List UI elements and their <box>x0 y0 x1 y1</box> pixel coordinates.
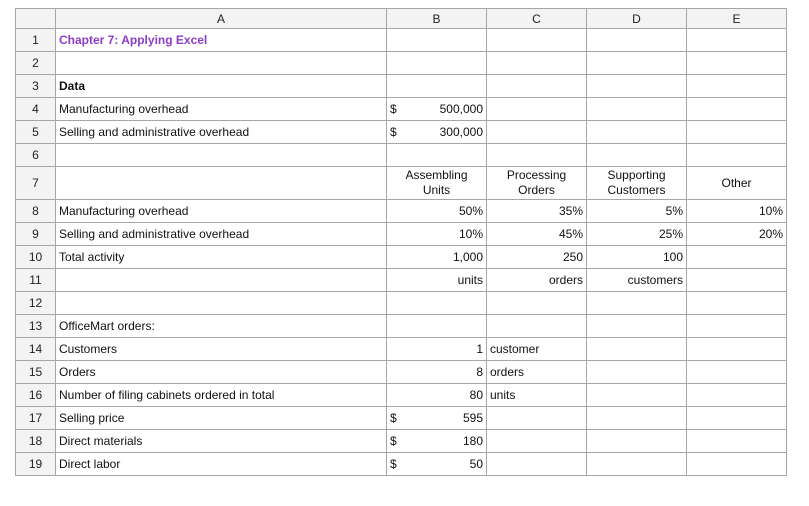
cell-d7-line2: Customers <box>607 183 666 197</box>
cell-e11[interactable] <box>687 269 787 292</box>
cell-a11[interactable] <box>56 269 387 292</box>
cell-c17[interactable] <box>487 407 587 430</box>
cell-c15[interactable]: orders <box>487 361 587 384</box>
cell-c11[interactable]: orders <box>487 269 587 292</box>
row-3 <box>16 75 787 98</box>
row-header-10[interactable]: 10 <box>16 246 56 269</box>
row-header-13[interactable]: 13 <box>16 315 56 338</box>
row-header-4[interactable]: 4 <box>16 98 56 121</box>
cell-a2[interactable] <box>56 52 387 75</box>
row-17 <box>16 407 787 430</box>
cell-c13[interactable] <box>487 315 587 338</box>
cell-c8[interactable]: 35% <box>487 200 587 223</box>
row-header-18[interactable]: 18 <box>16 430 56 453</box>
currency-symbol: $ <box>390 102 397 116</box>
row-4 <box>16 98 787 121</box>
select-all-corner[interactable] <box>16 9 56 29</box>
row-5 <box>16 121 787 144</box>
cell-e4[interactable] <box>687 98 787 121</box>
cell-a3[interactable]: Data <box>56 75 387 98</box>
row-10 <box>16 246 787 269</box>
cell-d6[interactable] <box>587 144 687 167</box>
cell-e10[interactable] <box>687 246 787 269</box>
cell-a17[interactable]: Selling price <box>56 407 387 430</box>
row-header-12[interactable]: 12 <box>16 292 56 315</box>
cell-e19[interactable] <box>687 453 787 476</box>
column-header-d[interactable]: D <box>587 9 687 29</box>
column-header-b[interactable]: B <box>387 9 487 29</box>
row-header-2[interactable]: 2 <box>16 52 56 75</box>
row-19 <box>16 453 787 476</box>
cell-e5[interactable] <box>687 121 787 144</box>
currency-symbol: $ <box>390 434 397 448</box>
row-header-14[interactable]: 14 <box>16 338 56 361</box>
cell-c2[interactable] <box>487 52 587 75</box>
cell-b5[interactable] <box>387 121 487 144</box>
column-header-c[interactable]: C <box>487 9 587 29</box>
cell-a16[interactable]: Number of filing cabinets ordered in total <box>56 384 387 407</box>
row-header-1[interactable]: 1 <box>16 29 56 52</box>
cell-e7[interactable]: Other <box>687 167 787 200</box>
row-8 <box>16 200 787 223</box>
cell-d4[interactable] <box>587 98 687 121</box>
cell-d9[interactable]: 25% <box>587 223 687 246</box>
cell-a12[interactable] <box>56 292 387 315</box>
cell-b9[interactable]: 10% <box>387 223 487 246</box>
row-header-8[interactable]: 8 <box>16 200 56 223</box>
cell-c7[interactable] <box>487 167 587 200</box>
cell-d2[interactable] <box>587 52 687 75</box>
row-header-17[interactable]: 17 <box>16 407 56 430</box>
cell-e2[interactable] <box>687 52 787 75</box>
cell-c9[interactable]: 45% <box>487 223 587 246</box>
cell-a9[interactable]: Selling and administrative overhead <box>56 223 387 246</box>
currency-symbol: $ <box>390 411 397 425</box>
cell-c7-line2: Orders <box>518 183 555 197</box>
cell-c7-line1: Processing <box>506 168 567 182</box>
cell-e16[interactable] <box>687 384 787 407</box>
row-header-9[interactable]: 9 <box>16 223 56 246</box>
currency-amount: 180 <box>462 434 483 448</box>
cell-b15[interactable]: 8 <box>387 361 487 384</box>
cell-e18[interactable] <box>687 430 787 453</box>
column-header-row <box>16 9 787 29</box>
cell-e8[interactable]: 10% <box>687 200 787 223</box>
cell-b13[interactable] <box>387 315 487 338</box>
cell-b12[interactable] <box>387 292 487 315</box>
cell-c1[interactable] <box>487 29 587 52</box>
cell-b3[interactable] <box>387 75 487 98</box>
column-header-e[interactable]: E <box>687 9 787 29</box>
cell-d19[interactable] <box>587 453 687 476</box>
row-11 <box>16 269 787 292</box>
row-13 <box>16 315 787 338</box>
cell-c19[interactable] <box>487 453 587 476</box>
currency-value <box>390 457 483 471</box>
currency-value <box>390 102 483 116</box>
cell-b7[interactable] <box>387 167 487 200</box>
currency-value <box>390 411 483 425</box>
row-18 <box>16 430 787 453</box>
cell-e12[interactable] <box>687 292 787 315</box>
row-header-11[interactable]: 11 <box>16 269 56 292</box>
cell-e14[interactable] <box>687 338 787 361</box>
currency-amount: 50 <box>469 457 483 471</box>
row-14 <box>16 338 787 361</box>
cell-a4[interactable]: Manufacturing overhead <box>56 98 387 121</box>
cell-e9[interactable]: 20% <box>687 223 787 246</box>
spreadsheet-grid <box>15 8 787 476</box>
spreadsheet <box>15 8 787 476</box>
cell-a15[interactable]: Orders <box>56 361 387 384</box>
cell-c3[interactable] <box>487 75 587 98</box>
cell-e1[interactable] <box>687 29 787 52</box>
cell-d12[interactable] <box>587 292 687 315</box>
row-header-7[interactable]: 7 <box>16 167 56 200</box>
cell-e15[interactable] <box>687 361 787 384</box>
cell-b4[interactable] <box>387 98 487 121</box>
cell-a10[interactable]: Total activity <box>56 246 387 269</box>
row-header-6[interactable]: 6 <box>16 144 56 167</box>
cell-d7-line1: Supporting <box>607 168 666 182</box>
cell-b6[interactable] <box>387 144 487 167</box>
row-header-3[interactable]: 3 <box>16 75 56 98</box>
currency-value <box>390 125 483 139</box>
cell-e17[interactable] <box>687 407 787 430</box>
cell-b8[interactable]: 50% <box>387 200 487 223</box>
cell-d18[interactable] <box>587 430 687 453</box>
cell-c14[interactable]: customer <box>487 338 587 361</box>
cell-b19[interactable] <box>387 453 487 476</box>
cell-c12[interactable] <box>487 292 587 315</box>
cell-d16[interactable] <box>587 384 687 407</box>
cell-a1[interactable]: Chapter 7: Applying Excel <box>56 29 387 52</box>
cell-b18[interactable] <box>387 430 487 453</box>
cell-b17[interactable] <box>387 407 487 430</box>
cell-c10[interactable]: 250 <box>487 246 587 269</box>
currency-amount: 500,000 <box>439 102 483 116</box>
cell-e6[interactable] <box>687 144 787 167</box>
currency-symbol: $ <box>390 125 397 139</box>
column-header-a[interactable]: A <box>56 9 387 29</box>
cell-d11[interactable]: customers <box>587 269 687 292</box>
cell-b11[interactable]: units <box>387 269 487 292</box>
cell-b2[interactable] <box>387 52 487 75</box>
cell-a8[interactable]: Manufacturing overhead <box>56 200 387 223</box>
row-2 <box>16 52 787 75</box>
cell-e13[interactable] <box>687 315 787 338</box>
cell-d13[interactable] <box>587 315 687 338</box>
cell-d1[interactable] <box>587 29 687 52</box>
cell-d8[interactable]: 5% <box>587 200 687 223</box>
cell-a13[interactable]: OfficeMart orders: <box>56 315 387 338</box>
cell-a5[interactable]: Selling and administrative overhead <box>56 121 387 144</box>
cell-a7[interactable] <box>56 167 387 200</box>
cell-c16[interactable]: units <box>487 384 587 407</box>
cell-d3[interactable] <box>587 75 687 98</box>
cell-d15[interactable] <box>587 361 687 384</box>
cell-d10[interactable]: 100 <box>587 246 687 269</box>
cell-d5[interactable] <box>587 121 687 144</box>
cell-a19[interactable]: Direct labor <box>56 453 387 476</box>
row-7 <box>16 167 787 200</box>
cell-a6[interactable] <box>56 144 387 167</box>
cell-a14[interactable]: Customers <box>56 338 387 361</box>
cell-d7[interactable] <box>587 167 687 200</box>
cell-b1[interactable] <box>387 29 487 52</box>
cell-d14[interactable] <box>587 338 687 361</box>
row-header-5[interactable]: 5 <box>16 121 56 144</box>
cell-b16[interactable]: 80 <box>387 384 487 407</box>
currency-symbol: $ <box>390 457 397 471</box>
row-15 <box>16 361 787 384</box>
row-1 <box>16 29 787 52</box>
row-16 <box>16 384 787 407</box>
currency-value <box>390 434 483 448</box>
row-6 <box>16 144 787 167</box>
currency-amount: 595 <box>462 411 483 425</box>
row-12 <box>16 292 787 315</box>
cell-c6[interactable] <box>487 144 587 167</box>
cell-e3[interactable] <box>687 75 787 98</box>
currency-amount: 300,000 <box>439 125 483 139</box>
cell-d17[interactable] <box>587 407 687 430</box>
cell-c18[interactable] <box>487 430 587 453</box>
row-9 <box>16 223 787 246</box>
row-header-15[interactable]: 15 <box>16 361 56 384</box>
cell-b14[interactable]: 1 <box>387 338 487 361</box>
cell-b10[interactable]: 1,000 <box>387 246 487 269</box>
cell-c5[interactable] <box>487 121 587 144</box>
cell-b7-line1: Assembling <box>405 168 468 182</box>
row-header-19[interactable]: 19 <box>16 453 56 476</box>
cell-a18[interactable]: Direct materials <box>56 430 387 453</box>
cell-b7-line2: Units <box>422 183 451 197</box>
row-header-16[interactable]: 16 <box>16 384 56 407</box>
cell-c4[interactable] <box>487 98 587 121</box>
